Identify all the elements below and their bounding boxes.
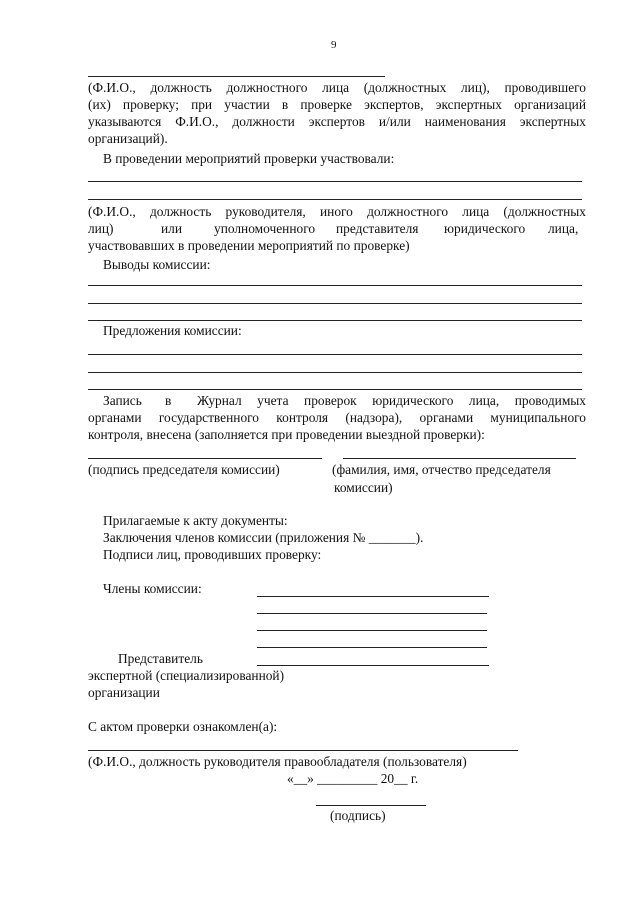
attachments-item: Заключения членов комиссии (приложения № _______). xyxy=(103,530,424,545)
member-signature-line-2 xyxy=(257,613,487,614)
page-number: 9 xyxy=(331,39,337,51)
expert-rep-line3: организации xyxy=(88,685,160,700)
signature-line xyxy=(316,805,426,806)
conclusions-heading: Выводы комиссии: xyxy=(103,257,211,272)
chair-signature-label: (подпись председателя комиссии) xyxy=(88,462,280,477)
inspector-note-line3: указываются Ф.И.О., должности экспертов и/или наименования экспертных xyxy=(88,114,586,129)
participants-note-word-2: или xyxy=(161,221,183,236)
participants-line-1 xyxy=(88,181,582,182)
journal-record-line3: контроля, внесена (заполняется при проведении выездной проверки): xyxy=(88,427,485,442)
members-label: Члены комиссии: xyxy=(103,581,202,596)
journal-record-word-2: в xyxy=(165,393,172,408)
member-signature-line-1 xyxy=(257,596,489,597)
member-signature-line-3 xyxy=(257,630,487,631)
inspector-note-line4: организаций). xyxy=(88,131,168,146)
proposals-line-1 xyxy=(88,354,582,355)
chair-name-label-line1: (фамилия, имя, отчество председателя xyxy=(332,462,551,477)
journal-record-line2: органами государственного контроля (надзора), органами муниципального xyxy=(88,410,586,425)
expert-rep-line2: экспертной (специализированной) xyxy=(88,668,285,683)
attachments-heading: Прилагаемые к акту документы: xyxy=(103,513,288,528)
chair-signature-line xyxy=(88,458,322,459)
holder-label: (Ф.И.О., должность руководителя правообладателя (пользователя) xyxy=(88,754,467,769)
chair-name-label-line2: комиссии) xyxy=(334,480,393,495)
participants-note-word-3: уполномоченного xyxy=(214,221,316,236)
holder-name-line xyxy=(88,750,518,751)
participants-note-line1: (Ф.И.О., должность руководителя, иного должностного лица (должностных xyxy=(88,204,586,219)
proposals-line-2 xyxy=(88,372,582,373)
acknowledged-label: С актом проверки ознакомлен(а): xyxy=(88,719,278,734)
conclusions-line-2 xyxy=(88,303,582,304)
participants-note-line3: участвовавших в проведении мероприятий по проверке) xyxy=(88,238,410,253)
signature-label: (подпись) xyxy=(330,808,386,823)
expert-rep-line1: Представитель xyxy=(118,651,203,666)
participants-note-word-5: юридического xyxy=(444,221,526,236)
proposals-heading: Предложения комиссии: xyxy=(103,323,242,338)
journal-record-word-1: Запись xyxy=(103,393,142,408)
journal-record-line1: Журнал учета проверок юридического лица, проводимых xyxy=(197,393,586,408)
chair-name-line xyxy=(343,458,576,459)
proposals-line-3 xyxy=(88,389,582,390)
participants-heading: В проведении мероприятий проверки участвовали: xyxy=(103,151,395,166)
participants-note-word-4: представителя xyxy=(336,221,419,236)
inspector-note-line1: (Ф.И.О., должность должностного лица (должностных лиц), проводившего xyxy=(88,80,586,95)
member-signature-line-4 xyxy=(257,647,487,648)
signatures-heading: Подписи лиц, проводивших проверку: xyxy=(103,547,322,562)
participants-line-2 xyxy=(88,199,582,200)
inspector-name-line xyxy=(88,76,385,77)
date-line: «__» _________ 20__ г. xyxy=(287,771,419,786)
participants-note-word-1: лиц) xyxy=(88,221,114,236)
participants-note-word-6: лица, xyxy=(548,221,579,236)
inspector-note-line2: (их) проверку; при участии в проверке экспертов, экспертных организаций xyxy=(88,97,586,112)
conclusions-line-3 xyxy=(88,320,582,321)
conclusions-line-1 xyxy=(88,285,582,286)
expert-rep-signature-line xyxy=(257,665,489,666)
